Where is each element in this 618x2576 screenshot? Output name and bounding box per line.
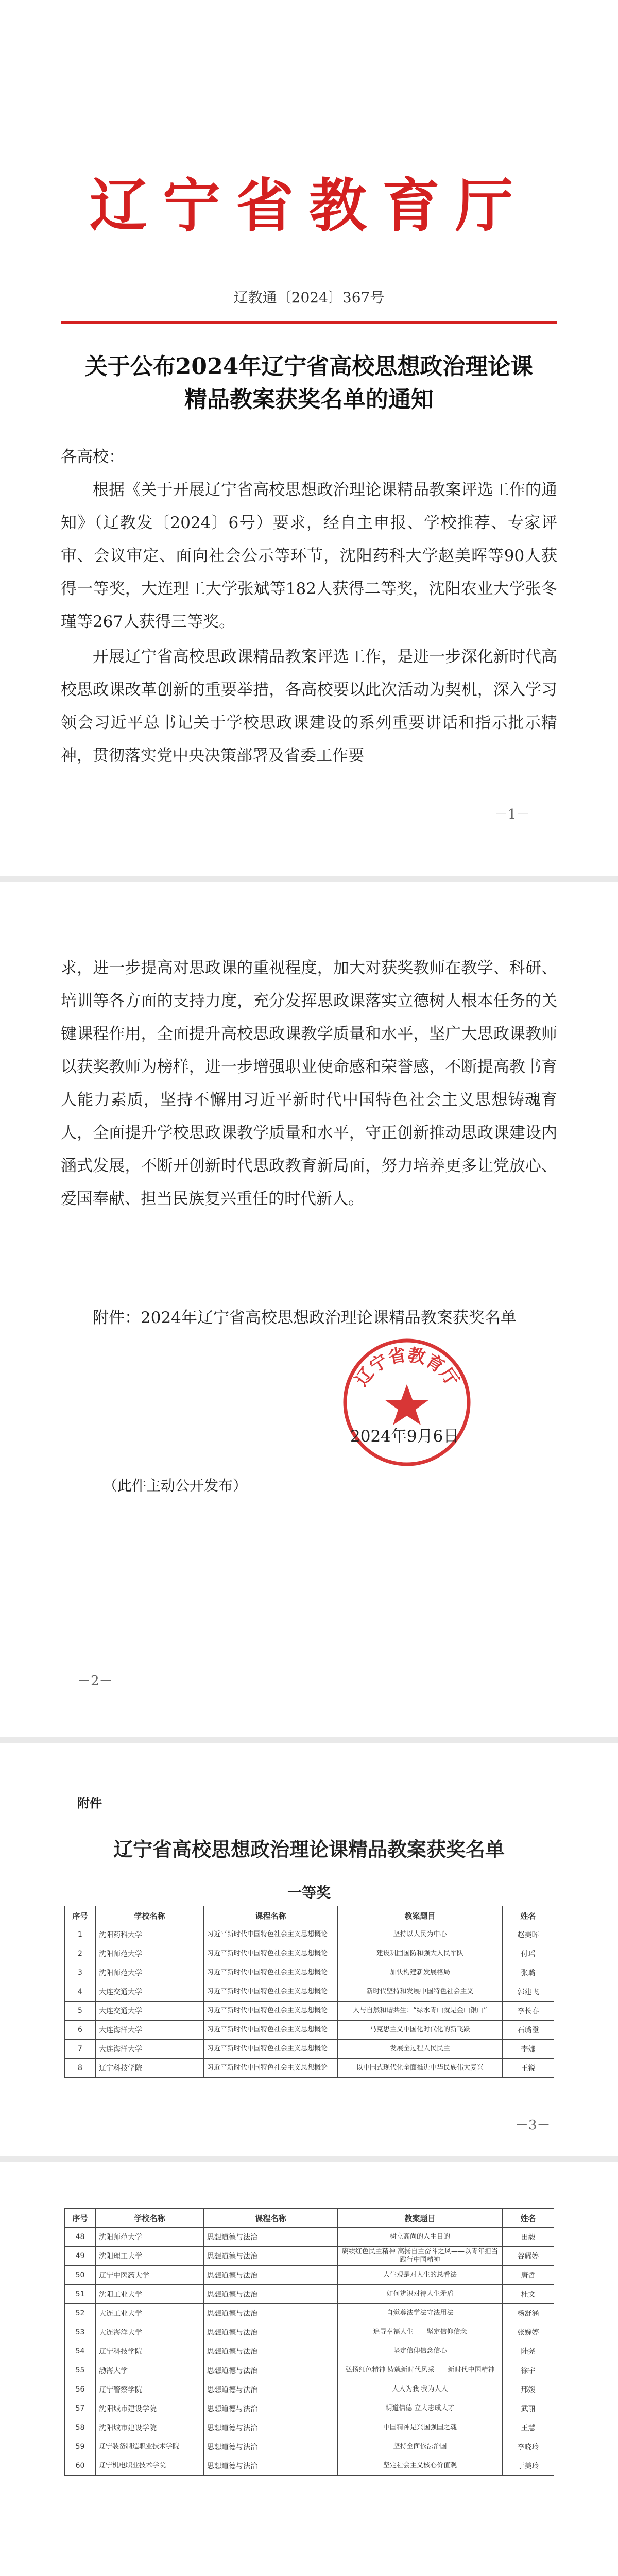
- cell-name: 邢媛: [503, 2380, 554, 2399]
- header-name: 姓名: [503, 1906, 554, 1925]
- cell-name: 郭建飞: [503, 1982, 554, 2002]
- cell-index: 1: [65, 1925, 96, 1944]
- cell-name: 武丽: [503, 2399, 554, 2418]
- cell-course: 思想道德与法治: [204, 2266, 338, 2285]
- cell-index: 52: [65, 2304, 96, 2323]
- cell-topic: 赓续红色民主精神 高扬自主奋斗之风——以青年担当践行中国精神: [338, 2247, 503, 2266]
- cell-index: 54: [65, 2342, 96, 2361]
- cell-school: 沈阳师范大学: [96, 1944, 204, 1963]
- cell-school: 沈阳理工大学: [96, 2247, 204, 2266]
- cell-name: 徐宇: [503, 2361, 554, 2380]
- table-row: [65, 2040, 554, 2059]
- cell-course: 思想道德与法治: [204, 2456, 338, 2476]
- table-row: [65, 2228, 554, 2247]
- table-row: [65, 2323, 554, 2342]
- cell-course: 思想道德与法治: [204, 2304, 338, 2323]
- cell-school: 大连海洋大学: [96, 2323, 204, 2342]
- table-row: [65, 2342, 554, 2361]
- table-row: [65, 2266, 554, 2285]
- table-row: [65, 2380, 554, 2399]
- cell-course: 习近平新时代中国特色社会主义思想概论: [204, 2040, 338, 2059]
- cell-name: 张婉婷: [503, 2323, 554, 2342]
- cell-name: 田毅: [503, 2228, 554, 2247]
- attachment-label: 附件: [77, 1796, 102, 1810]
- cell-topic: 树立高尚的人生目的: [338, 2228, 503, 2247]
- header-school: 学校名称: [96, 1906, 204, 1925]
- cell-course: 思想道德与法治: [204, 2399, 338, 2418]
- cell-course: 习近平新时代中国特色社会主义思想概论: [204, 2002, 338, 2021]
- table-row: [65, 1963, 554, 1982]
- cell-index: 59: [65, 2437, 96, 2456]
- cell-course: 思想道德与法治: [204, 2380, 338, 2399]
- table-row: [65, 2304, 554, 2323]
- cell-name: 李娜: [503, 2040, 554, 2059]
- prize-level-title: 一等奖: [287, 1884, 331, 1901]
- svg-text:辽宁省教育厅: [351, 1345, 462, 1390]
- cell-course: 思想道德与法治: [204, 2247, 338, 2266]
- cell-topic: 坚定信仰信念信心: [338, 2342, 503, 2361]
- cell-course: 习近平新时代中国特色社会主义思想概论: [204, 1963, 338, 1982]
- table-row: [65, 2059, 554, 2078]
- body-paragraph: [61, 473, 557, 638]
- award-list-title: 辽宁省高校思想政治理论课精品教案获奖名单: [113, 1838, 505, 1861]
- cell-name: 唐哲: [503, 2266, 554, 2285]
- cell-index: 50: [65, 2266, 96, 2285]
- table-row: [65, 2399, 554, 2418]
- cell-school: 辽宁科技学院: [96, 2059, 204, 2078]
- cell-index: 60: [65, 2456, 96, 2476]
- table-row: [65, 2002, 554, 2021]
- header-name: 姓名: [503, 2209, 554, 2228]
- cell-school: 渤海大学: [96, 2361, 204, 2380]
- cell-school: 沈阳城市建设学院: [96, 2399, 204, 2418]
- seal-text: 辽宁省教育厅: [351, 1344, 463, 1391]
- cell-index: 8: [65, 2059, 96, 2078]
- cell-name: 于美玲: [503, 2456, 554, 2476]
- cell-course: 思想道德与法治: [204, 2323, 338, 2342]
- cell-school: 沈阳师范大学: [96, 2228, 204, 2247]
- cell-school: 沈阳药科大学: [96, 1925, 204, 1944]
- cell-name: 杜文: [503, 2285, 554, 2304]
- red-divider: [61, 321, 557, 324]
- cell-name: 王锐: [503, 2059, 554, 2078]
- cell-topic: 新时代坚持和发展中国特色社会主义: [338, 1982, 503, 2002]
- cell-index: 3: [65, 1963, 96, 1982]
- cell-school: 大连工业大学: [96, 2304, 204, 2323]
- cell-index: 5: [65, 2002, 96, 2021]
- notice-title: 关于公布2024年辽宁省高校思想政治理论课精品教案获奖名单的通知: [84, 353, 534, 413]
- cell-topic: 人与自然和谐共生：“绿水青山就是金山银山”: [338, 2002, 503, 2021]
- page-number: －3－: [515, 2117, 551, 2133]
- body-paragraph: [61, 952, 557, 1215]
- body-paragraph: [61, 640, 557, 772]
- cell-topic: 弘扬红色精神 铸就新时代风采——新时代中国精神: [338, 2361, 503, 2380]
- document-page-4: [0, 2162, 618, 2576]
- header-index: 序号: [65, 1906, 96, 1925]
- document-page-3: [0, 1743, 618, 2156]
- table-row: [65, 2361, 554, 2380]
- cell-course: 思想道德与法治: [204, 2285, 338, 2304]
- header-course: 课程名称: [204, 1906, 338, 1925]
- cell-index: 6: [65, 2021, 96, 2040]
- page-number: [515, 2574, 551, 2576]
- cell-course: 习近平新时代中国特色社会主义思想概论: [204, 1982, 338, 2002]
- salutation: 各高校：: [61, 448, 125, 466]
- cell-index: 58: [65, 2418, 96, 2437]
- cell-name: 王慧: [503, 2418, 554, 2437]
- header-index: 序号: [65, 2209, 96, 2228]
- cell-school: 大连海洋大学: [96, 2021, 204, 2040]
- cell-topic: 明道信德 立大志成大才: [338, 2399, 503, 2418]
- cell-name: 杨舒涵: [503, 2304, 554, 2323]
- cell-topic: 中国精神是兴国强国之魂: [338, 2418, 503, 2437]
- paragraph-text: 求，进一步提高对思政课的重视程度，加大对获奖教师在教学、科研、培训等各方面的支持力度，充分发挥思政课落实立德树人根本任务的关键课程作用，全面提升高校思政课教学质量和水平，坚广大思政课教师以获奖教师为榜样，进一步增强职业使命感和荣誉感，不断提高教书育人能力素质，坚持不懈用习近平新时代中国特色社会主义思想铸魂育人，全面提升学校思政课教学质量和水平，守正创新推动思政课建设内涵式发展，不断开创新时代思政教育新局面，努力培养更多让党放心、爱国奉献、担当民族复兴重任的时代新人。: [61, 959, 557, 1208]
- table-row: [65, 2437, 554, 2456]
- cell-school: 沈阳师范大学: [96, 1963, 204, 1982]
- cell-name: 石璐澄: [503, 2021, 554, 2040]
- table-row: [65, 1925, 554, 1944]
- cell-index: 7: [65, 2040, 96, 2059]
- table-row: [65, 2021, 554, 2040]
- cell-topic: 坚持全面依法治国: [338, 2437, 503, 2456]
- table-row: [65, 2285, 554, 2304]
- header-school: 学校名称: [96, 2209, 204, 2228]
- cell-index: 51: [65, 2285, 96, 2304]
- official-seal-icon: [340, 1335, 474, 1469]
- table-header-row: [65, 1906, 554, 1925]
- cell-school: 沈阳城市建设学院: [96, 2418, 204, 2437]
- paragraph-text: 开展辽宁省高校思政课精品教案评选工作，是进一步深化新时代高校思政课改革创新的重要举措，各高校要以此次活动为契机，深入学习领会习近平总书记关于学校思政课建设的系列重要讲话和指示批示精神，贯彻落实党中央决策部署及省委工作要: [61, 648, 557, 765]
- issue-date: 2024年9月6日: [350, 1427, 459, 1446]
- cell-topic: 追寻幸福人生——坚定信仰信念: [338, 2323, 503, 2342]
- table-row: [65, 1982, 554, 2002]
- cell-course: 习近平新时代中国特色社会主义思想概论: [204, 2059, 338, 2078]
- document-number: 辽教通〔2024〕367号: [233, 289, 385, 306]
- cell-index: 55: [65, 2361, 96, 2380]
- header-topic: 教案题目: [338, 1906, 503, 1925]
- cell-name: 张璐: [503, 1963, 554, 1982]
- cell-topic: 坚持以人民为中心: [338, 1925, 503, 1944]
- cell-index: 56: [65, 2380, 96, 2399]
- cell-topic: 以中国式现代化全面推进中华民族伟大复兴: [338, 2059, 503, 2078]
- cell-course: 思想道德与法治: [204, 2228, 338, 2247]
- document-page-1: [0, 0, 618, 876]
- cell-topic: 发展全过程人民民主: [338, 2040, 503, 2059]
- award-table-first-prize: [64, 1906, 554, 2078]
- document-page-2: [0, 882, 618, 1737]
- table-row: [65, 2247, 554, 2266]
- award-table-continued: [64, 2208, 554, 2476]
- cell-school: 辽宁警察学院: [96, 2380, 204, 2399]
- table-header-row: [65, 2209, 554, 2228]
- cell-course: 思想道德与法治: [204, 2342, 338, 2361]
- cell-name: 付瑶: [503, 1944, 554, 1963]
- cell-topic: 坚定社会主义核心价值观: [338, 2456, 503, 2476]
- cell-index: 53: [65, 2323, 96, 2342]
- cell-index: 48: [65, 2228, 96, 2247]
- page-number: －1－: [494, 807, 530, 822]
- cell-name: 谷耀婷: [503, 2247, 554, 2266]
- table-row: [65, 1944, 554, 1963]
- cell-name: 李晓玲: [503, 2437, 554, 2456]
- cell-index: 4: [65, 1982, 96, 2002]
- cell-index: 2: [65, 1944, 96, 1963]
- cell-topic: 马克思主义中国化时代化的新飞跃: [338, 2021, 503, 2040]
- cell-course: 思想道德与法治: [204, 2361, 338, 2380]
- cell-course: 习近平新时代中国特色社会主义思想概论: [204, 1925, 338, 1944]
- cell-topic: 自觉尊法学法守法用法: [338, 2304, 503, 2323]
- cell-name: 李长春: [503, 2002, 554, 2021]
- cell-school: 辽宁中医药大学: [96, 2266, 204, 2285]
- public-release-note: （此件主动公开发布）: [103, 1477, 248, 1494]
- cell-topic: 建设巩固国防和强大人民军队: [338, 1944, 503, 1963]
- page-number: －2－: [77, 1673, 113, 1689]
- cell-course: 习近平新时代中国特色社会主义思想概论: [204, 2021, 338, 2040]
- org-header-title: 辽宁省教育厅: [90, 172, 528, 240]
- cell-name: 陆尧: [503, 2342, 554, 2361]
- cell-name: 赵美晖: [503, 1925, 554, 1944]
- header-course: 课程名称: [204, 2209, 338, 2228]
- table-row: [65, 2418, 554, 2437]
- cell-course: 思想道德与法治: [204, 2437, 338, 2456]
- cell-school: 辽宁机电职业技术学院: [96, 2456, 204, 2476]
- cell-topic: 如何辨识对待人生矛盾: [338, 2285, 503, 2304]
- cell-course: 思想道德与法治: [204, 2418, 338, 2437]
- attachment-reference: 附件：2024年辽宁省高校思想政治理论课精品教案获奖名单: [93, 1309, 517, 1327]
- cell-index: 57: [65, 2399, 96, 2418]
- table-row: [65, 2456, 554, 2476]
- cell-school: 大连海洋大学: [96, 2040, 204, 2059]
- cell-topic: 人生观是对人生的总看法: [338, 2266, 503, 2285]
- paragraph-text: 根据《关于开展辽宁省高校思想政治理论课精品教案评选工作的通知》（辽教发〔2024〕6号）要求，经自主申报、学校推荐、专家评审、会议审定、面向社会公示等环节，沈阳药科大学赵美晖等90人获得一等奖，大连理工大学张斌等182人获得二等奖，沈阳农业大学张冬瑾等267人获得三等奖。: [61, 481, 557, 631]
- cell-school: 大连交通大学: [96, 1982, 204, 2002]
- cell-course: 习近平新时代中国特色社会主义思想概论: [204, 1944, 338, 1963]
- cell-topic: 人人为我 我为人人: [338, 2380, 503, 2399]
- cell-school: 大连交通大学: [96, 2002, 204, 2021]
- cell-school: 辽宁装备制造职业技术学院: [96, 2437, 204, 2456]
- cell-school: 沈阳工业大学: [96, 2285, 204, 2304]
- cell-index: 49: [65, 2247, 96, 2266]
- cell-topic: 加快构建新发展格局: [338, 1963, 503, 1982]
- header-topic: 教案题目: [338, 2209, 503, 2228]
- cell-school: 辽宁科技学院: [96, 2342, 204, 2361]
